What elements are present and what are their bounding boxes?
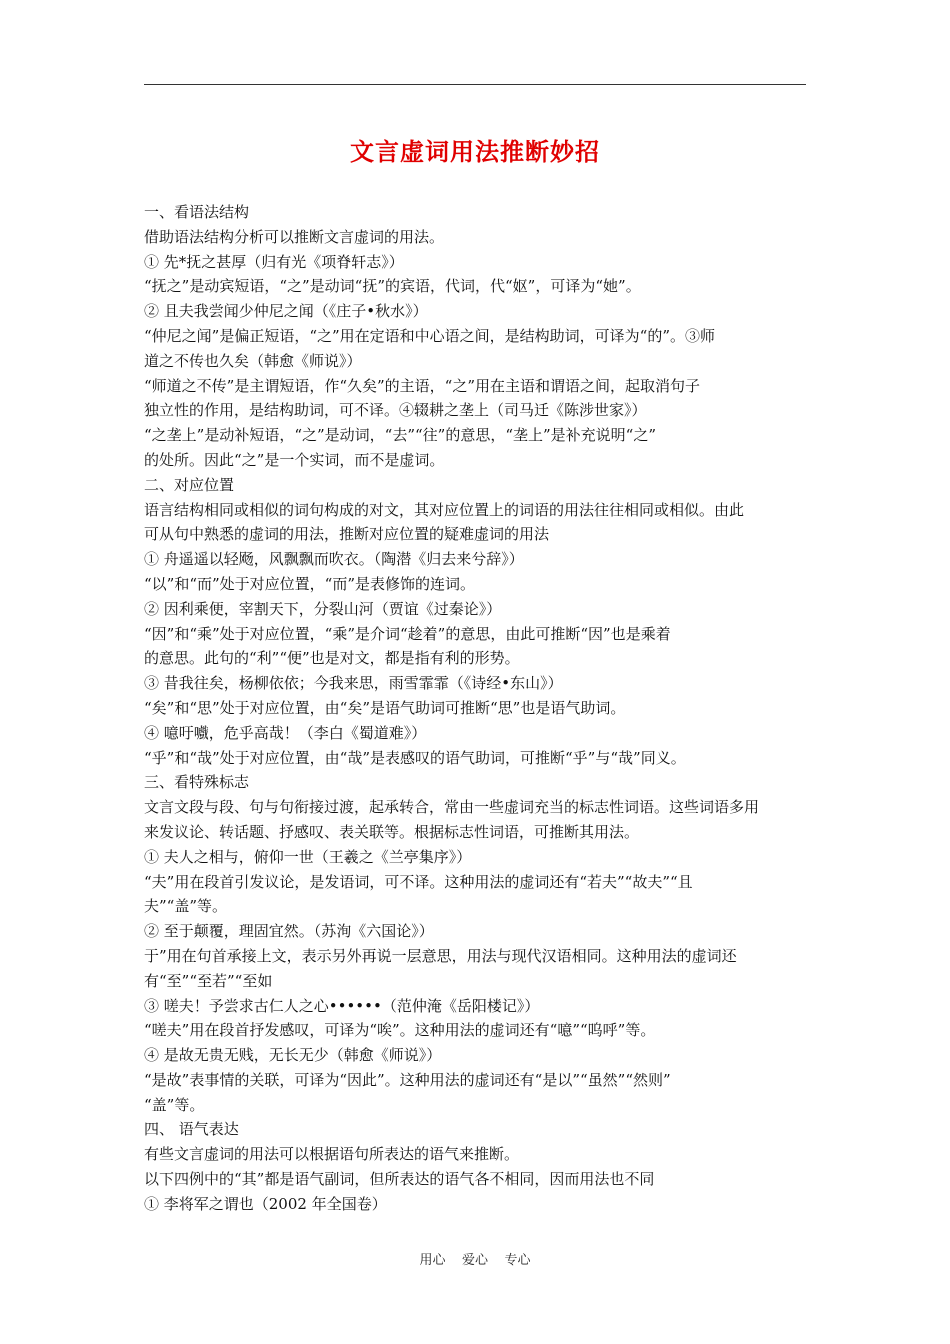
text-line: “是故”表事情的关联，可译为“因此”。这种用法的虚词还有“是以”“虽然”“然则” [144,1070,671,1089]
text-line: 夫”“盖”等。 [144,897,228,916]
text-line: 的意思。此句的“利”“便”也是对文，都是指有利的形势。 [144,649,520,668]
text-line: 文言文段与段、句与句衔接过渡，起承转合，常由一些虚词充当的标志性词语。这些词语多用 [144,798,760,817]
text-line: “抚之”是动宾短语，“之”是动词“抚”的宾语，代词，代“妪”，可译为“她”。 [144,277,641,296]
text-line: 二、对应位置 [144,475,235,494]
text-line: “嗟夫”用在段首抒发感叹，可译为“唉”。这种用法的虚词还有“噫”“呜呼”等。 [144,1021,656,1040]
text-line: ④ 噫吁嚱，危乎高哉！（李白《蜀道难》） [144,723,427,742]
text-line: ① 夫人之相与，俯仰一世（王羲之《兰亭集序》） [144,847,472,866]
text-line: 三、看特殊标志 [144,773,250,792]
text-line: ③ 昔我往矣，杨柳依依；今我来思，雨雪霏霏（《诗经•东山》） [144,674,563,693]
text-line: 借助语法结构分析可以推断文言虚词的用法。 [144,227,445,246]
text-line: ① 舟遥遥以轻飏，风飘飘而吹衣。（陶潜《归去来兮辞》） [144,550,524,569]
text-line: 道之不传也久矣（韩愈《师说》） [144,351,362,370]
text-line: “仲尼之闻”是偏正短语，“之”用在定语和中心语之间，是结构助词，可译为“的”。③师 [144,326,716,345]
text-line: 有些文言虚词的用法可以根据语句所表达的语气来推断。 [144,1145,520,1164]
text-line: ④ 是故无贵无贱，无长无少（韩愈《师说》） [144,1046,442,1065]
text-line: ② 至于颠覆，理固宜然。（苏洵《六国论》） [144,922,434,941]
header-rule [144,84,806,85]
text-line: “以”和“而”处于对应位置，“而”是表修饰的连词。 [144,574,476,593]
text-line: ③ 嗟夫！予尝求古仁人之心••••••（范仲淹《岳阳楼记》） [144,996,540,1015]
text-line: 可从句中熟悉的虚词的用法，推断对应位置的疑难虚词的用法 [144,525,550,544]
text-line: 四、 语气表达 [144,1120,239,1139]
text-line: 独立性的作用，是结构助词，可不译。④辍耕之垄上（司马迁《陈涉世家》） [144,401,647,420]
text-line: “师道之不传”是主谓短语，作“久矣”的主语，“之”用在主语和谓语之间，起取消句子 [144,376,701,395]
text-line: “矣”和“思”处于对应位置，由“矣”是语气助词可推断“思”也是语气助词。 [144,698,626,717]
document-body [144,200,808,1217]
text-line: “因”和“乘”处于对应位置，“乘”是介词“趁着”的意思，由此可推断“因”也是乘着 [144,624,671,643]
text-line: 有“至”“至若”“至如 [144,971,273,990]
text-line: 来发议论、转话题、抒感叹、表关联等。根据标志性词语，可推断其用法。 [144,822,640,841]
text-line: “乎”和“哉”处于对应位置，由“哉”是表感叹的语气助词，可推断“乎”与“哉”同义。 [144,748,686,767]
text-line: 的处所。因此“之”是一个实词，而不是虚词。 [144,450,445,469]
text-line: ① 李将军之谓也（2002 年全国卷） [144,1194,387,1213]
text-line: “盖”等。 [144,1095,205,1114]
text-line: “夫”用在段首引发议论，是发语词，可不译。这种用法的虚词还有“若夫”“故夫”“且 [144,872,693,891]
text-line: 一、看语法结构 [144,203,250,221]
text-line: 语言结构相同或相似的词句构成的对文，其对应位置上的词语的用法往往相同或相似。由此 [144,500,745,519]
text-line: “之垄上”是动补短语，“之”是动词，“去”“往”的意思，“垄上”是补充说明“之” [144,426,657,445]
text-line: ① 先*抚之甚厚（归有光《项脊轩志》） [144,252,404,271]
page-footer: 用心 爱心 专心 [419,1253,531,1268]
text-line: 以下四例中的“其”都是语气副词，但所表达的语气各不相同，因而用法也不同 [144,1170,655,1189]
text-line: ② 且夫我尝闻少仲尼之闻（《庄子•秋水》） [144,302,428,321]
page-title: 文言虚词用法推断妙招 [350,137,600,166]
text-line: 于”用在句首承接上文，表示另外再说一层意思，用法与现代汉语相同。这种用法的虚词还 [144,946,737,965]
text-line: ② 因利乘便，宰割天下，分裂山河（贾谊《过秦论》） [144,599,502,618]
